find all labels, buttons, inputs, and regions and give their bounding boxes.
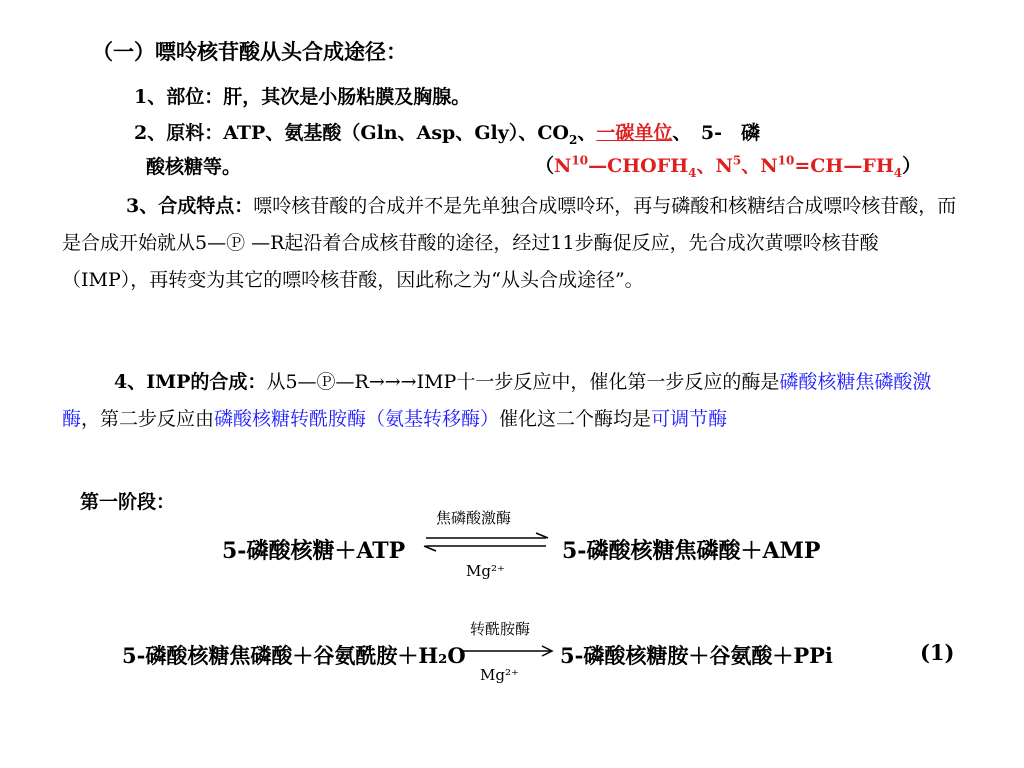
enzyme-regulatory: 可调节酶	[651, 408, 728, 430]
item-4-text3: 催化这二个酶均是	[499, 408, 652, 430]
reaction-number: (1)	[920, 640, 955, 665]
formula-sup: 5	[732, 153, 742, 168]
formula-sub: 4	[688, 165, 697, 180]
item-3-label: 3、合成特点：	[126, 195, 254, 217]
item-1-location: 1、部位：肝，其次是小肠粘膜及胸腺。	[134, 86, 471, 108]
formula-part: —CHOFH	[588, 155, 689, 177]
reaction-2-left: 5-磷酸核糖焦磷酸＋谷氨酰胺＋H₂O	[122, 643, 466, 668]
item-2-prefix: 2、原料：ATP、氨基酸（Gln、Asp、Gly）、CO	[134, 122, 569, 144]
reaction-1-left: 5-磷酸核糖＋ATP	[222, 538, 406, 564]
item-4-text2: ，第二步反应由	[81, 408, 215, 430]
stage-label: 第一阶段：	[80, 491, 176, 513]
formula-part: =CH—FH	[794, 155, 894, 177]
co2-subscript: 2	[569, 132, 578, 147]
item-2-line2: 酸核糖等。	[146, 156, 242, 178]
item-2-suffix: 、 5- 磷	[672, 122, 760, 144]
item-3-paragraph	[62, 188, 962, 299]
reaction-1-cofactor: Mg²⁺	[466, 562, 505, 580]
item-4-text1: 从5—Ⓟ—R→→→IMP十一步反应中，催化第一步反应的酶是	[266, 371, 780, 393]
reaction-2-enzyme: 转酰胺酶	[470, 620, 531, 638]
item-2-materials	[134, 118, 760, 147]
reaction-1-enzyme: 焦磷酸激酶	[436, 509, 512, 527]
formula-sub: 4	[893, 165, 903, 180]
reaction-2-right: 5-磷酸核糖胺＋谷氨酸＋PPi	[560, 643, 833, 668]
one-carbon-unit-link[interactable]: 一碳单位	[596, 122, 673, 144]
formula-sup: 10	[777, 153, 795, 168]
forward-arrow-icon	[458, 644, 554, 658]
enzyme-amidotransferase: 磷酸核糖转酰胺酶（氨基转移酶）	[214, 408, 500, 430]
reaction-2-cofactor: Mg²⁺	[480, 666, 519, 684]
formula-n: N	[554, 155, 572, 177]
formula-close: ）	[902, 155, 922, 177]
item-2-sep: 、	[577, 122, 597, 144]
enzyme-prpp-synthetase: 磷酸核糖焦磷酸激酶	[62, 371, 932, 430]
item-4-label: 4、IMP的合成：	[114, 371, 267, 393]
section-heading: （一）嘌呤核苷酸从头合成途径：	[92, 39, 407, 64]
reversible-arrow-icon	[420, 532, 552, 554]
formula-part: 、N	[696, 155, 733, 177]
formula-sup: 10	[571, 153, 589, 168]
one-carbon-formula	[535, 151, 921, 180]
item-3-text: 嘌呤核苷酸的合成并不是先单独合成嘌呤环，再与磷酸和核糖结合成嘌呤核苷酸，而是合成开始就从5—Ⓟ —R起沿着合成核苷酸的途径，经过11步酶促反应，先合成次黄嘌呤核苷酸（IMP），再转变为其它的嘌呤核苷酸，因此称之为“从头合成途径”。	[62, 195, 957, 291]
item-4-paragraph	[62, 364, 962, 438]
formula-part: 、N	[741, 155, 778, 177]
reaction-1-right: 5-磷酸核糖焦磷酸＋AMP	[562, 538, 821, 564]
formula-open: （	[535, 155, 555, 177]
